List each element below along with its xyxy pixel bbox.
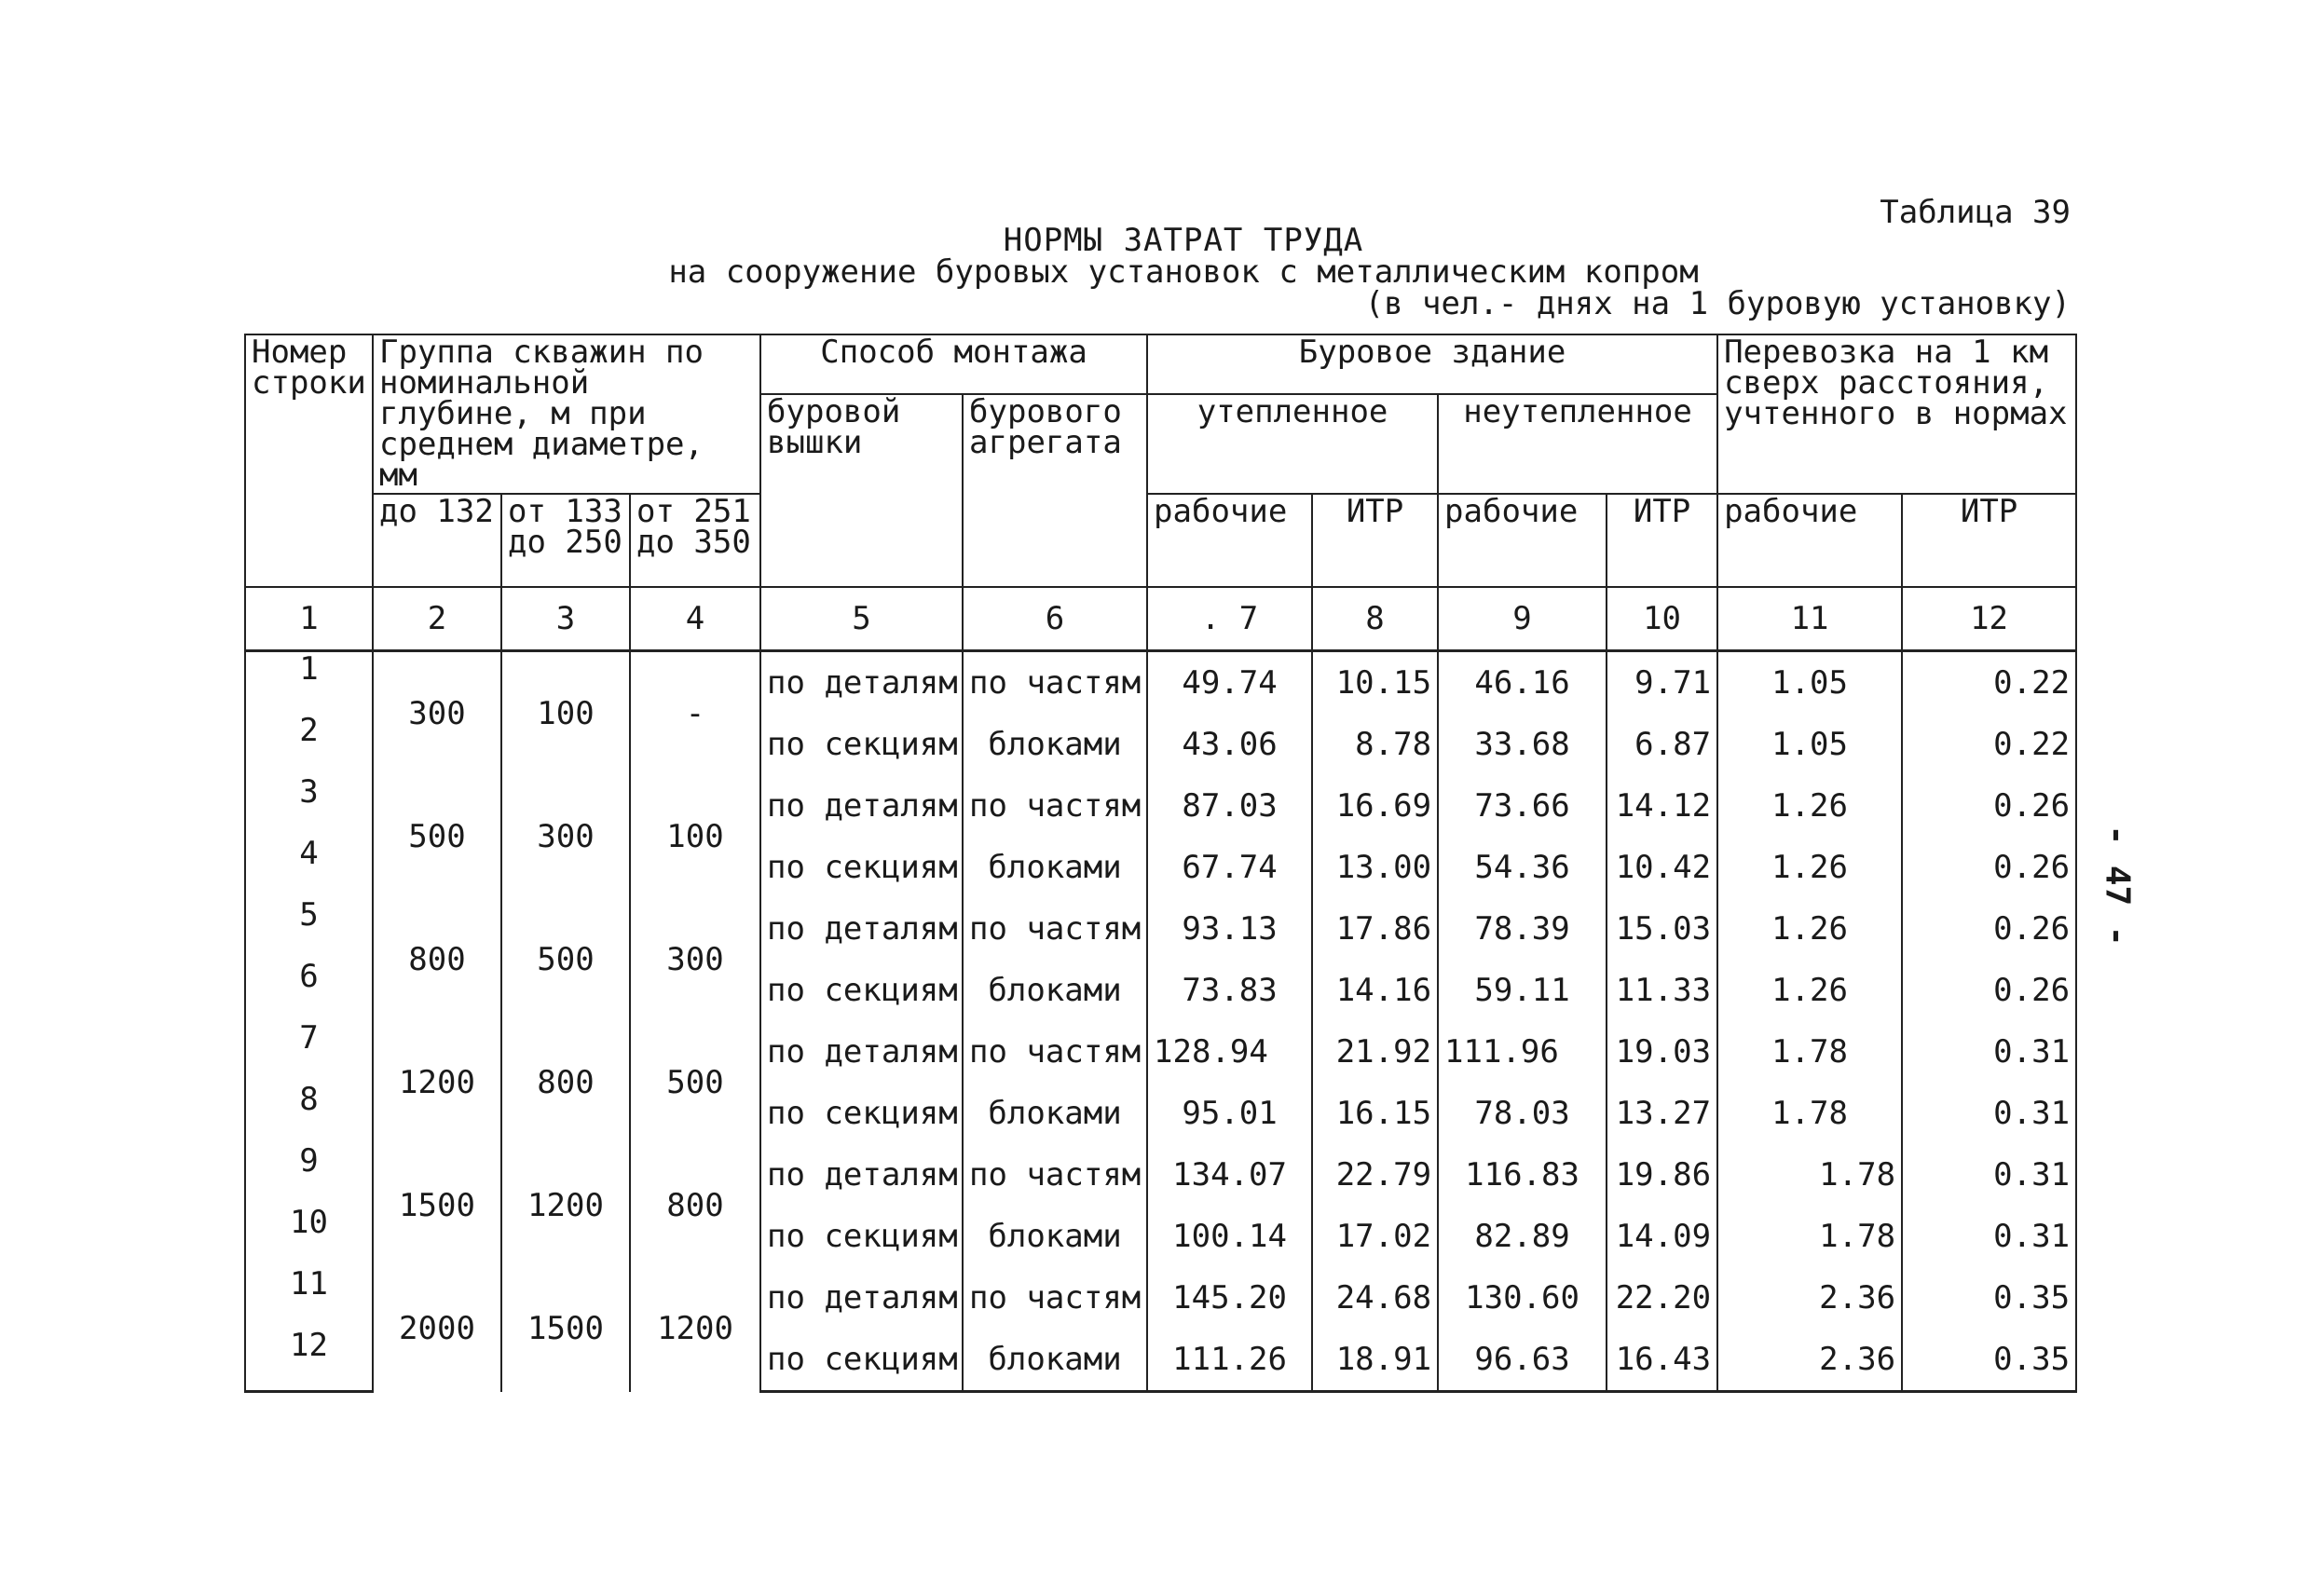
uninsulated-workers: 33.68 xyxy=(1438,714,1607,775)
uninsulated-workers: 59.11 xyxy=(1438,960,1607,1021)
insulated-workers: 95.01 xyxy=(1147,1083,1312,1144)
transport-itr: 0.31 xyxy=(1902,1206,2076,1267)
derrick-method: по деталям xyxy=(760,1267,963,1329)
page-subtitle: на сооружение буровых установок с металлическим копром xyxy=(668,253,1699,291)
row-number: 6 xyxy=(245,960,373,1021)
header-derrick: буровой вышки xyxy=(760,394,963,587)
insulated-itr: 10.15 xyxy=(1312,651,1438,715)
row-number: 9 xyxy=(245,1144,373,1206)
transport-itr: 0.26 xyxy=(1902,837,2076,898)
header-uninsulated-workers: рабочие xyxy=(1438,494,1607,587)
row-number: 1 xyxy=(245,651,373,715)
transport-workers: 1.78 xyxy=(1717,1206,1902,1267)
group-depth-1: 300 xyxy=(373,651,501,776)
group-depth-3: 500 xyxy=(630,1021,760,1144)
transport-itr: 0.26 xyxy=(1902,775,2076,837)
unit-method: по частям xyxy=(963,775,1147,837)
header-diameter-2: от 133 до 250 xyxy=(501,494,630,587)
group-depth-1: 500 xyxy=(373,775,501,898)
insulated-workers: 100.14 xyxy=(1147,1206,1312,1267)
derrick-method: по секциям xyxy=(760,1206,963,1267)
column-number: . 7 xyxy=(1147,587,1312,651)
uninsulated-itr: 6.87 xyxy=(1607,714,1717,775)
transport-itr: 0.26 xyxy=(1902,960,2076,1021)
transport-workers: 1.26 xyxy=(1717,775,1902,837)
uninsulated-itr: 16.43 xyxy=(1607,1329,1717,1392)
transport-workers: 1.26 xyxy=(1717,898,1902,960)
insulated-itr: 24.68 xyxy=(1312,1267,1438,1329)
insulated-itr: 18.91 xyxy=(1312,1329,1438,1392)
uninsulated-workers: 46.16 xyxy=(1438,651,1607,715)
unit-method: по частям xyxy=(963,1144,1147,1206)
derrick-method: по деталям xyxy=(760,1144,963,1206)
group-depth-3: 1200 xyxy=(630,1267,760,1392)
header-uninsulated: неутепленное xyxy=(1438,394,1717,494)
page-number xyxy=(2080,820,2154,950)
unit-method: по частям xyxy=(963,651,1147,715)
table-body xyxy=(245,651,2076,1392)
group-depth-2: 1500 xyxy=(501,1267,630,1392)
uninsulated-workers: 78.39 xyxy=(1438,898,1607,960)
derrick-method: по секциям xyxy=(760,960,963,1021)
insulated-workers: 43.06 xyxy=(1147,714,1312,775)
uninsulated-itr: 11.33 xyxy=(1607,960,1717,1021)
uninsulated-itr: 10.42 xyxy=(1607,837,1717,898)
header-uninsulated-itr: ИТР xyxy=(1607,494,1717,587)
uninsulated-workers: 111.96 xyxy=(1438,1021,1607,1083)
group-depth-1: 1200 xyxy=(373,1021,501,1144)
insulated-itr: 17.02 xyxy=(1312,1206,1438,1267)
group-depth-2: 1200 xyxy=(501,1144,630,1267)
insulated-workers: 67.74 xyxy=(1147,837,1312,898)
transport-workers: 1.26 xyxy=(1717,837,1902,898)
transport-workers: 1.78 xyxy=(1717,1021,1902,1083)
transport-itr: 0.31 xyxy=(1902,1021,2076,1083)
row-number: 12 xyxy=(245,1329,373,1392)
group-depth-3: - xyxy=(630,651,760,776)
insulated-workers: 145.20 xyxy=(1147,1267,1312,1329)
row-number: 3 xyxy=(245,775,373,837)
table-row xyxy=(245,651,2076,715)
header-diameter-1: до 132 xyxy=(373,494,501,587)
insulated-itr: 17.86 xyxy=(1312,898,1438,960)
transport-workers: 1.26 xyxy=(1717,960,1902,1021)
unit-method: блоками xyxy=(963,960,1147,1021)
derrick-method: по деталям xyxy=(760,898,963,960)
insulated-workers: 93.13 xyxy=(1147,898,1312,960)
unit-method: по частям xyxy=(963,898,1147,960)
insulated-itr: 14.16 xyxy=(1312,960,1438,1021)
table-row xyxy=(245,775,2076,837)
transport-itr: 0.22 xyxy=(1902,714,2076,775)
insulated-workers: 134.07 xyxy=(1147,1144,1312,1206)
group-depth-2: 800 xyxy=(501,1021,630,1144)
column-number: 2 xyxy=(373,587,501,651)
page-title: НОРМЫ ЗАТРАТ ТРУДА xyxy=(1003,222,1364,259)
group-depth-3: 800 xyxy=(630,1144,760,1267)
derrick-method: по секциям xyxy=(760,1083,963,1144)
column-number: 10 xyxy=(1607,587,1717,651)
header-row-number: Номер строки xyxy=(245,334,373,587)
uninsulated-itr: 22.20 xyxy=(1607,1267,1717,1329)
column-number: 5 xyxy=(760,587,963,651)
transport-itr: 0.31 xyxy=(1902,1083,2076,1144)
derrick-method: по секциям xyxy=(760,714,963,775)
row-number: 5 xyxy=(245,898,373,960)
insulated-workers: 49.74 xyxy=(1147,651,1312,715)
insulated-workers: 111.26 xyxy=(1147,1329,1312,1392)
unit-method: блоками xyxy=(963,1329,1147,1392)
insulated-workers: 128.94 xyxy=(1147,1021,1312,1083)
column-number: 4 xyxy=(630,587,760,651)
norms-table xyxy=(244,334,2077,1393)
derrick-method: по деталям xyxy=(760,1021,963,1083)
transport-workers: 1.05 xyxy=(1717,714,1902,775)
group-depth-3: 300 xyxy=(630,898,760,1021)
column-number: 9 xyxy=(1438,587,1607,651)
row-number: 7 xyxy=(245,1021,373,1083)
row-number: 10 xyxy=(245,1206,373,1267)
derrick-method: по деталям xyxy=(760,651,963,715)
table-row xyxy=(245,1021,2076,1083)
insulated-workers: 73.83 xyxy=(1147,960,1312,1021)
header-insulated-workers: рабочие xyxy=(1147,494,1312,587)
uninsulated-workers: 116.83 xyxy=(1438,1144,1607,1206)
uninsulated-itr: 19.86 xyxy=(1607,1144,1717,1206)
transport-itr: 0.35 xyxy=(1902,1267,2076,1329)
group-depth-1: 800 xyxy=(373,898,501,1021)
column-number: 8 xyxy=(1312,587,1438,651)
derrick-method: по деталям xyxy=(760,775,963,837)
uninsulated-workers: 54.36 xyxy=(1438,837,1607,898)
table-number: Таблица 39 xyxy=(1880,194,2071,231)
row-number: 11 xyxy=(245,1267,373,1329)
transport-itr: 0.35 xyxy=(1902,1329,2076,1392)
transport-workers: 1.78 xyxy=(1717,1083,1902,1144)
units-note: (в чел.- днях на 1 буровую установку) xyxy=(1364,285,2071,322)
header-mounting-method: Способ монтажа xyxy=(760,334,1147,394)
derrick-method: по секциям xyxy=(760,1329,963,1392)
row-number: 2 xyxy=(245,714,373,775)
header-transport-itr: ИТР xyxy=(1902,494,2076,587)
column-number: 6 xyxy=(963,587,1147,651)
group-depth-3: 100 xyxy=(630,775,760,898)
unit-method: по частям xyxy=(963,1267,1147,1329)
header-transport-workers: рабочие xyxy=(1717,494,1902,587)
uninsulated-itr: 15.03 xyxy=(1607,898,1717,960)
table-row xyxy=(245,898,2076,960)
table-row xyxy=(245,1144,2076,1206)
unit-method: блоками xyxy=(963,1206,1147,1267)
header-drilling-building: Буровое здание xyxy=(1147,334,1717,394)
header-diameter-3: от 251 до 350 xyxy=(630,494,760,587)
table-row xyxy=(245,1267,2076,1329)
row-number: 8 xyxy=(245,1083,373,1144)
insulated-itr: 21.92 xyxy=(1312,1021,1438,1083)
header-well-group: Группа скважин по номинальной глубине, м при среднем диаметре, мм xyxy=(373,334,760,494)
uninsulated-itr: 13.27 xyxy=(1607,1083,1717,1144)
group-depth-2: 300 xyxy=(501,775,630,898)
uninsulated-itr: 19.03 xyxy=(1607,1021,1717,1083)
insulated-workers: 87.03 xyxy=(1147,775,1312,837)
transport-workers: 1.78 xyxy=(1717,1144,1902,1206)
header-unit: бурового агрегата xyxy=(963,394,1147,587)
unit-method: блоками xyxy=(963,837,1147,898)
row-number: 4 xyxy=(245,837,373,898)
transport-workers: 2.36 xyxy=(1717,1267,1902,1329)
unit-method: блоками xyxy=(963,1083,1147,1144)
unit-method: блоками xyxy=(963,714,1147,775)
page-number-text: - 47 - xyxy=(2098,824,2137,947)
header-insulated-itr: ИТР xyxy=(1312,494,1438,587)
unit-method: по частям xyxy=(963,1021,1147,1083)
insulated-itr: 22.79 xyxy=(1312,1144,1438,1206)
column-number: 11 xyxy=(1717,587,1902,651)
header-insulated: утепленное xyxy=(1147,394,1438,494)
transport-itr: 0.31 xyxy=(1902,1144,2076,1206)
transport-itr: 0.22 xyxy=(1902,651,2076,715)
uninsulated-workers: 82.89 xyxy=(1438,1206,1607,1267)
group-depth-1: 2000 xyxy=(373,1267,501,1392)
uninsulated-workers: 130.60 xyxy=(1438,1267,1607,1329)
insulated-itr: 16.69 xyxy=(1312,775,1438,837)
transport-workers: 1.05 xyxy=(1717,651,1902,715)
column-number: 1 xyxy=(245,587,373,651)
column-number: 3 xyxy=(501,587,630,651)
insulated-itr: 16.15 xyxy=(1312,1083,1438,1144)
uninsulated-workers: 78.03 xyxy=(1438,1083,1607,1144)
derrick-method: по секциям xyxy=(760,837,963,898)
transport-itr: 0.26 xyxy=(1902,898,2076,960)
uninsulated-workers: 73.66 xyxy=(1438,775,1607,837)
group-depth-1: 1500 xyxy=(373,1144,501,1267)
column-number: 12 xyxy=(1902,587,2076,651)
transport-workers: 2.36 xyxy=(1717,1329,1902,1392)
insulated-itr: 13.00 xyxy=(1312,837,1438,898)
uninsulated-workers: 96.63 xyxy=(1438,1329,1607,1392)
group-depth-2: 500 xyxy=(501,898,630,1021)
group-depth-2: 100 xyxy=(501,651,630,776)
header-transport: Перевозка на 1 км сверх расстояния, учтенного в нормах xyxy=(1717,334,2076,494)
column-numbers-row xyxy=(245,587,2076,651)
uninsulated-itr: 14.09 xyxy=(1607,1206,1717,1267)
insulated-itr: 8.78 xyxy=(1312,714,1438,775)
uninsulated-itr: 9.71 xyxy=(1607,651,1717,715)
uninsulated-itr: 14.12 xyxy=(1607,775,1717,837)
